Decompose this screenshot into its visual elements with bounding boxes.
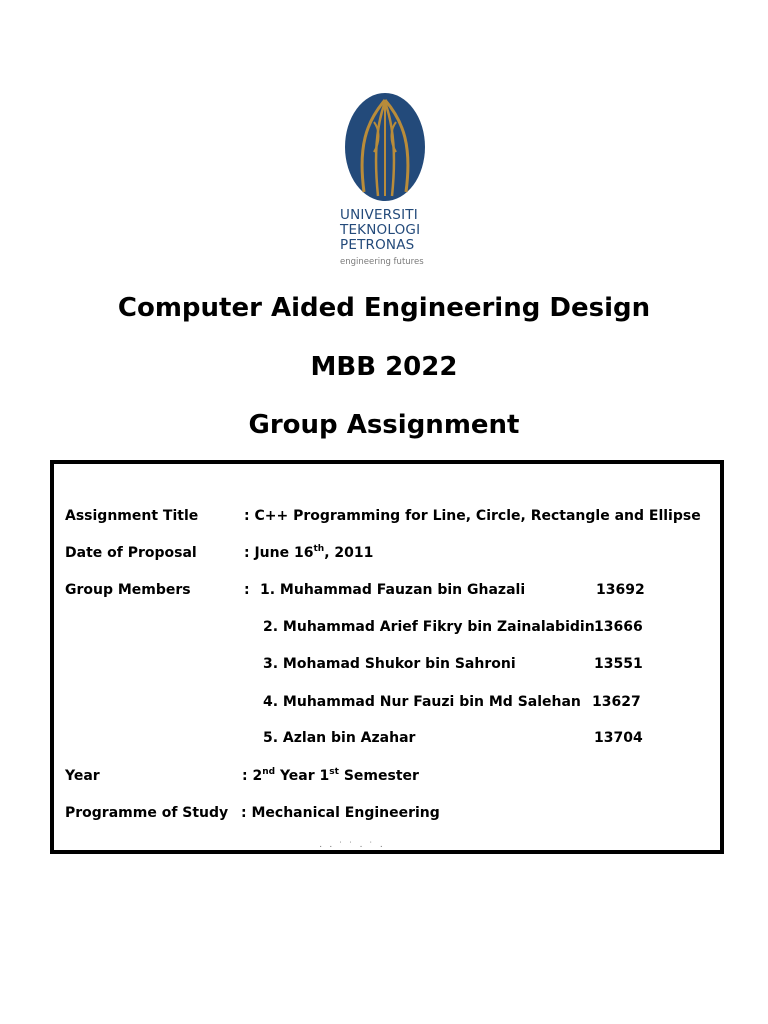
group-member-row [54,617,720,641]
assignment-type-heading: Group Assignment [248,410,520,440]
group-colon: : [244,582,250,598]
year-value [242,766,419,786]
year-part-1: : 2 [242,768,263,784]
year-part-2: Year 1 [275,768,330,784]
member-id: 13627 [592,694,641,710]
group-member-row [54,580,720,604]
date-label: Date of Proposal [65,545,197,561]
date-value [244,543,373,563]
member-id: 13551 [594,656,643,672]
group-member-row [54,692,720,716]
member-name: 2. Muhammad Arief Fikry bin Zainalabidin [263,619,595,635]
logo-wordmark [340,208,432,253]
member-name: 4. Muhammad Nur Fauzi bin Md Salehan [263,694,581,710]
member-id: 13692 [596,582,645,598]
university-logo [340,92,432,267]
course-code-heading: MBB 2022 [310,352,458,382]
date-row [54,543,720,567]
year-row [54,766,720,790]
member-name: 1. Muhammad Fauzan bin Ghazali [260,582,526,598]
clipped-text-fragment: · · ˙ ˙ · ˙ · [319,841,385,852]
programme-value: : Mechanical Engineering [241,805,440,821]
member-name: 3. Mohamad Shukor bin Sahroni [263,656,516,672]
logo-line-3: PETRONAS [340,237,415,253]
member-id: 13666 [594,619,643,635]
group-member-row [54,728,720,752]
programme-row [54,803,720,827]
logo-line-2: TEKNOLOGI [340,222,421,238]
member-name: 5. Azlan bin Azahar [263,730,416,746]
year-sup-1: nd [262,767,276,777]
group-members-label: Group Members [65,582,191,598]
member-id: 13704 [594,730,643,746]
programme-label: Programme of Study [65,805,229,821]
group-member-row [54,654,720,678]
course-name-heading: Computer Aided Engineering Design [117,293,651,323]
date-prefix: : June 16 [244,545,314,561]
logo-line-1: UNIVERSITI [340,207,418,223]
assignment-info-box [50,460,724,854]
year-sup-2: st [329,767,339,777]
assignment-title-value: : C++ Programming for Line, Circle, Rectangle and Ellipse [244,508,701,524]
assignment-title-label: Assignment Title [65,508,199,524]
logo-tagline: engineering futures [340,257,424,267]
year-label: Year [65,768,100,784]
utp-emblem-icon [344,92,426,202]
year-part-3: Semester [338,768,419,784]
date-year: , 2011 [324,545,374,561]
date-suffix-sup: th [313,544,325,554]
assignment-title-row [54,506,720,530]
